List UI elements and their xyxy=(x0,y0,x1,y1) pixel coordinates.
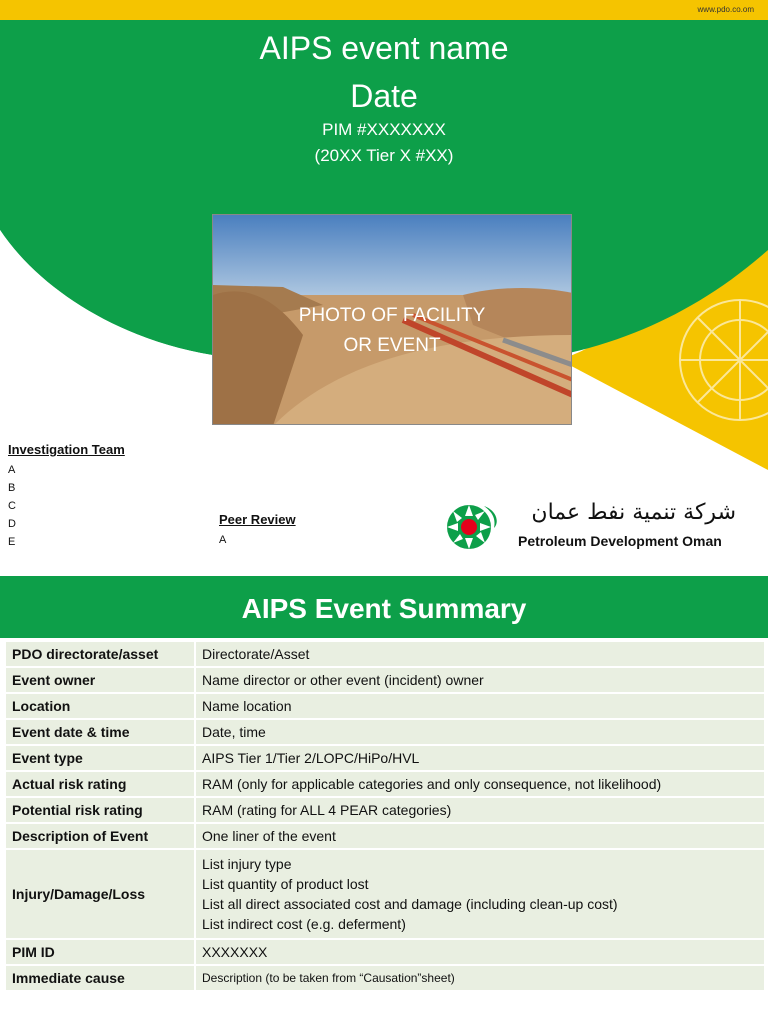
team-member: C xyxy=(8,500,16,512)
table-row xyxy=(5,771,765,797)
pim-number: PIM #XXXXXXX xyxy=(322,120,446,139)
website-url: www.pdo.co.om xyxy=(697,5,754,14)
pdo-arabic-wordmark: شركة تنمية نفط عمان xyxy=(531,500,736,525)
photo-placeholder-caption xyxy=(213,301,571,361)
peer-review-heading: Peer Review xyxy=(219,512,296,527)
pdo-logo-icon xyxy=(444,502,500,552)
row-value: RAM (rating for ALL 4 PEAR categories) xyxy=(195,797,765,823)
row-value: RAM (only for applicable categories and only consequence, not likelihood) xyxy=(195,771,765,797)
table-row xyxy=(5,965,765,991)
row-value: Name location xyxy=(195,693,765,719)
row-label: Event owner xyxy=(5,667,195,693)
table-row xyxy=(5,719,765,745)
tier-label: (20XX Tier X #XX) xyxy=(314,146,454,165)
row-label: Potential risk rating xyxy=(5,797,195,823)
pdo-english-wordmark: Petroleum Development Oman xyxy=(518,533,722,549)
table-row xyxy=(5,823,765,849)
team-member: E xyxy=(8,536,16,548)
row-label: Immediate cause xyxy=(5,965,195,991)
row-label: Location xyxy=(5,693,195,719)
peer-reviewer: A xyxy=(219,534,227,546)
row-value: Description (to be taken from “Causation”sheet) xyxy=(195,965,765,991)
row-value-line: List injury type xyxy=(202,856,292,872)
team-member: B xyxy=(8,482,16,494)
photo-caption-line-1: PHOTO OF FACILITY xyxy=(298,305,486,326)
row-value: AIPS Tier 1/Tier 2/LOPC/HiPo/HVL xyxy=(195,745,765,771)
table-row xyxy=(5,939,765,965)
row-value: One liner of the event xyxy=(195,823,765,849)
photo-caption-line-2: OR EVENT xyxy=(343,335,441,356)
row-label: Event type xyxy=(5,745,195,771)
table-row xyxy=(5,797,765,823)
row-value: Directorate/Asset xyxy=(195,641,765,667)
row-label: Event date & time xyxy=(5,719,195,745)
row-value xyxy=(195,849,765,939)
table-row xyxy=(5,849,765,939)
row-label: Description of Event xyxy=(5,823,195,849)
row-value: Date, time xyxy=(195,719,765,745)
summary-slide xyxy=(0,576,768,1024)
row-label: Actual risk rating xyxy=(5,771,195,797)
facility-photo xyxy=(212,214,572,425)
event-summary-table xyxy=(4,640,766,992)
peer-review-list xyxy=(219,531,226,549)
summary-heading: AIPS Event Summary xyxy=(0,576,768,638)
row-label: Injury/Damage/Loss xyxy=(5,849,195,939)
row-value-line: List indirect cost (e.g. deferment) xyxy=(202,916,406,932)
investigation-team-heading: Investigation Team xyxy=(8,442,125,457)
row-value: XXXXXXX xyxy=(195,939,765,965)
table-row xyxy=(5,745,765,771)
event-date: Date xyxy=(350,78,418,114)
table-row xyxy=(5,641,765,667)
row-value-line: List quantity of product lost xyxy=(202,876,369,892)
team-member: D xyxy=(8,518,16,530)
row-value: Name director or other event (incident) owner xyxy=(195,667,765,693)
event-name-title: AIPS event name xyxy=(259,30,509,66)
team-member: A xyxy=(8,464,16,476)
investigation-team-list xyxy=(8,461,16,551)
row-value-line: List all direct associated cost and damage (including clean-up cost) xyxy=(202,896,618,912)
row-label: PIM ID xyxy=(5,939,195,965)
row-label: PDO directorate/asset xyxy=(5,641,195,667)
table-row xyxy=(5,693,765,719)
table-row xyxy=(5,667,765,693)
top-yellow-bar xyxy=(0,0,768,20)
